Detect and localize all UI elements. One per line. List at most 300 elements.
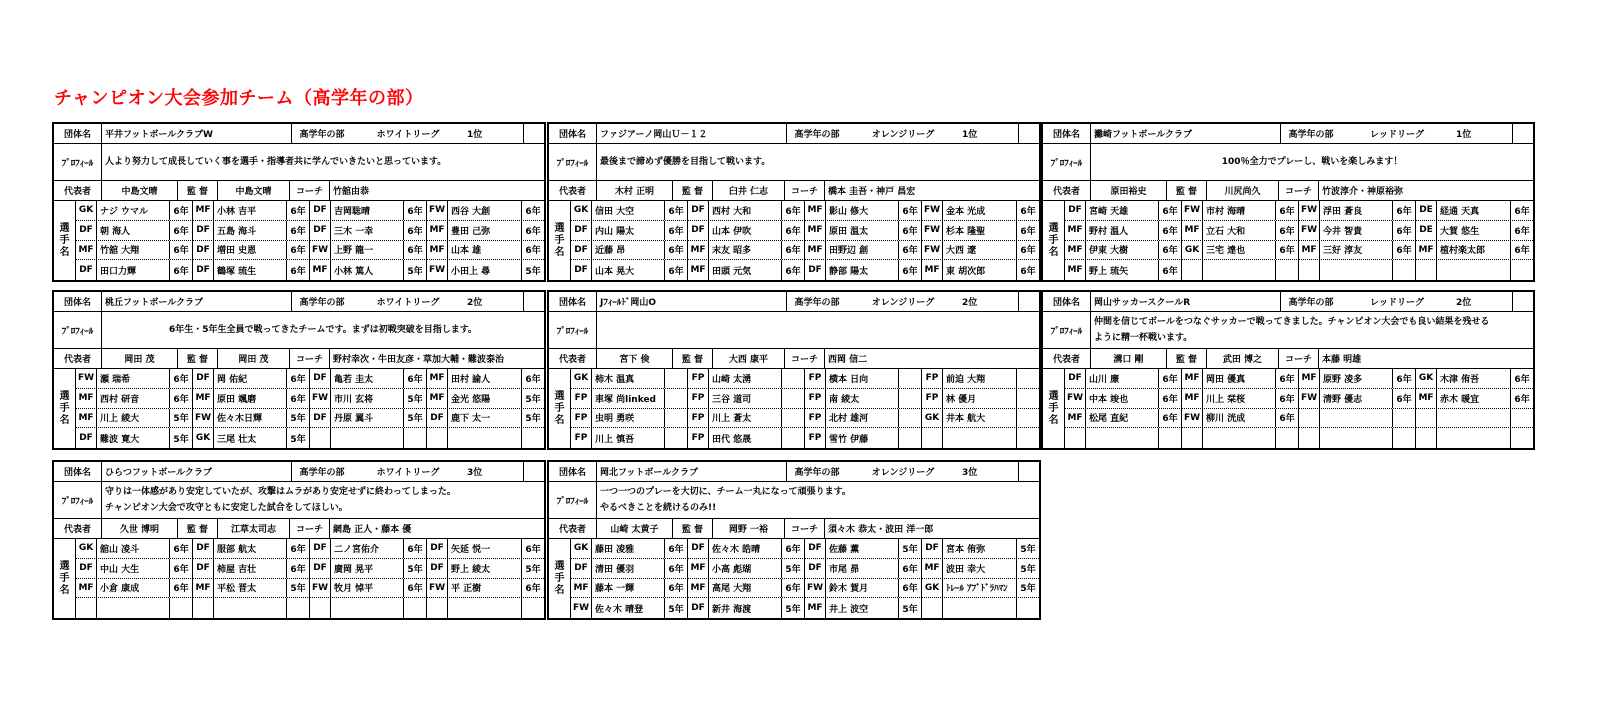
players-side-char: 手 [59,402,70,414]
player-grade: 6年 [1510,389,1533,408]
profile-line: 100％全力でプレーし、戦いを楽しみます！ [1221,157,1403,167]
player-name: 豊田 己弥 [451,226,491,237]
player-grade: 6年 [286,389,309,408]
player-name: 三木 一幸 [334,226,374,237]
manager-label: 監 督 [673,181,713,200]
player-name: 原田 温太 [829,226,869,237]
profile-label: ﾌﾟﾛﾌｨｰﾙ [549,312,597,348]
player-name: 林 優月 [946,394,977,405]
staff-row [54,349,544,369]
player-cell [571,559,688,579]
player-grade: 6年 [286,241,309,260]
player-grade: 6年 [1275,241,1298,260]
player-position: MF [1065,409,1086,428]
player-grade: 6年 [781,241,804,260]
player-cell [1182,260,1299,280]
player-position: DF [310,559,331,578]
player-cell [571,579,688,599]
player-cell [1416,409,1533,429]
players-side-char: 手 [59,572,70,584]
player-grade [1510,409,1533,428]
player-cell [922,241,1039,261]
player-name: 小倉 康成 [100,584,140,595]
player-grade: 6年 [1392,389,1415,408]
header-filler [1513,124,1533,143]
player-grade: 6年 [1275,369,1298,388]
player-grade [286,598,309,618]
player-name: 市尾 昴 [829,564,860,575]
player-cell [1065,409,1182,429]
player-name [1437,428,1510,448]
player-position: FW [1065,389,1086,408]
player-cell [571,428,688,448]
player-grade: 6年 [1158,241,1181,260]
player-name: 井本 航大 [946,414,986,425]
player-grade: 6年 [1016,260,1039,280]
player-grade [664,389,687,408]
player-position: MF [688,579,709,598]
player-grade [898,369,921,388]
player-grade [664,369,687,388]
team-label: 団体名 [549,124,597,143]
player-position: DF [427,539,448,558]
player-cell [1182,428,1299,448]
player-cell [193,598,310,618]
player-cell [571,241,688,261]
rank: 3位 [464,462,524,481]
rep-label: 代表者 [549,349,597,368]
player-name: 浮田 蒼良 [1323,206,1363,217]
player-position: MF [922,260,943,280]
page-title: チャンピオン大会参加チーム（高学年の部） [54,88,424,109]
rank: 1位 [1453,124,1513,143]
coach-names: 竹舘由恭 [333,187,370,197]
player-position: FW [922,201,943,220]
player-name: 柳川 洸成 [1206,414,1246,425]
player-position: DF [310,409,331,428]
player-name: 三宅 達也 [1206,246,1246,257]
player-name: 小高 彪瑚 [712,564,752,575]
team-name: 平井フットボールクラブW [102,124,292,143]
profile-label: ﾌﾟﾛﾌｨｰﾙ [54,144,102,180]
players-grid [76,539,544,618]
player-position: GK [76,201,97,220]
player-position: DE [1416,201,1437,220]
player-name: 三好 淳友 [1323,246,1363,257]
player-name: 山川 廉 [1089,374,1120,385]
player-position: MF [805,241,826,260]
player-name: 佐々木 晴登 [595,604,644,615]
header-filler [1019,124,1039,143]
player-name: 佐々木日輝 [217,414,263,425]
player-cell [1299,369,1416,389]
player-name: 西村 大和 [712,206,752,217]
player-name: 植村楽太郎 [1440,246,1486,257]
player-cell [1416,369,1533,389]
coach-label: コーチ [785,349,825,368]
team-header-row [1043,292,1533,312]
team-card [1041,290,1535,450]
player-name: 朝 海人 [100,226,131,237]
player-cell [310,598,427,618]
players-side-label [549,201,571,280]
player-grade: 5年 [403,409,426,428]
player-position: FW [427,579,448,598]
player-name [448,428,521,448]
coach-label: コーチ [290,349,330,368]
player-name: 車塚 尚linked [595,394,657,405]
player-name: 岡 佑紀 [217,374,248,385]
team-label: 団体名 [549,292,597,311]
player-name: 今井 智貴 [1323,226,1363,237]
player-position: DF [310,369,331,388]
player-name: 市川 玄将 [334,394,374,405]
representative-name: 中島文晴 [102,181,178,200]
player-name [1203,260,1275,280]
player-position [1299,428,1320,448]
header-filler [524,292,544,311]
rep-label: 代表者 [1043,349,1091,368]
player-cell [805,241,922,261]
player-grade [1392,409,1415,428]
players-side-char: 手 [554,234,565,246]
player-grade: 6年 [403,579,426,598]
players-side-char: 選 [1048,390,1059,402]
player-position [1416,428,1437,448]
team-label: 団体名 [549,462,597,481]
player-grade: 6年 [286,221,309,240]
profile-text [597,312,1039,348]
player-cell [427,598,544,618]
player-cell [427,201,544,221]
rep-label: 代表者 [1043,181,1091,200]
player-name [97,598,169,618]
player-grade: 6年 [1275,221,1298,240]
player-name: 田野辺 創 [829,246,869,257]
player-grade: 5年 [781,598,804,618]
player-cell [688,428,805,448]
profile-row [54,482,544,519]
player-position: DF [805,260,826,280]
division: 高学年の部 [1288,298,1334,308]
team-label: 団体名 [1043,124,1091,143]
player-name: 瀬 瑞希 [100,374,131,385]
player-grade: 6年 [1016,241,1039,260]
manager-label: 監 督 [673,519,713,538]
player-cell [922,598,1039,618]
players-section [1043,201,1533,280]
player-position: FP [688,369,709,388]
player-name: 川上 慎吾 [595,434,635,445]
team-label: 団体名 [54,124,102,143]
player-name: 横本 日向 [829,374,869,385]
player-name: 三尾 壮太 [217,434,257,445]
player-cell [1065,260,1182,280]
player-cell [805,389,922,409]
player-grade: 5年 [286,579,309,598]
player-grade: 5年 [1016,579,1039,598]
player-cell [688,409,805,429]
player-grade: 6年 [169,241,192,260]
player-grade: 5年 [403,389,426,408]
player-cell [688,201,805,221]
players-side-char: 選 [1048,222,1059,234]
header-filler [524,462,544,481]
player-cell [427,260,544,280]
player-position: MF [805,221,826,240]
player-position: MF [805,598,826,618]
player-position: GK [1182,241,1203,260]
representative-name: 溝口 剛 [1091,349,1167,368]
player-position [310,598,331,618]
player-grade: 6年 [1158,201,1181,220]
manager-name: 中島文晴 [218,181,290,200]
player-cell [427,241,544,261]
profile-line: 最後まで諦めず優勝を目指して戦います。 [600,157,771,167]
division: 高学年の部 [794,130,840,140]
player-grade: 6年 [1158,409,1181,428]
player-name: ナジ ウマル [100,206,148,217]
player-grade: 6年 [664,559,687,578]
players-section [1043,369,1533,448]
player-position [193,598,214,618]
player-cell [1416,428,1533,448]
player-grade: 5年 [1016,559,1039,578]
player-cell [571,389,688,409]
manager-label: 監 督 [178,349,218,368]
player-grade: 6年 [286,369,309,388]
player-grade [1510,260,1533,280]
player-position: MF [427,221,448,240]
player-grade: 6年 [781,579,804,598]
coach-label: コーチ [785,181,825,200]
player-cell [310,579,427,599]
player-position: MF [76,389,97,408]
rep-label: 代表者 [549,181,597,200]
players-side-label [549,539,571,618]
player-position: MF [805,201,826,220]
player-cell [76,221,193,241]
player-cell [1416,260,1533,280]
player-grade [1016,409,1039,428]
player-position: MF [193,389,214,408]
player-name: 柿屋 吉壮 [217,564,257,575]
player-position: MF [1065,260,1086,280]
player-grade: 6年 [664,579,687,598]
players-section [549,369,1039,448]
players-side-char: 名 [554,246,565,258]
player-cell [427,409,544,429]
profile-line: 人より努力して成長していく事を選手・指導者共に学んでいきたいと思っています。 [105,157,447,167]
team-card [547,290,1041,450]
coach-label: コーチ [1279,181,1319,200]
player-name: 川上 蒼太 [712,414,752,425]
player-name: 井上 波空 [829,604,869,615]
players-grid [76,201,544,280]
player-cell [571,369,688,389]
player-name: 三谷 道司 [712,394,752,405]
profile-line: 守りは一体感があり安定していたが、攻撃はムラがあり安定せずに終わってしまった。 [105,487,456,497]
league: ホワイトリーグ [376,468,440,478]
player-name: 静部 陽太 [829,266,869,277]
player-name [1320,409,1392,428]
league: オレンジリーグ [871,298,935,308]
player-grade: 6年 [1158,389,1181,408]
league: ホワイトリーグ [376,130,440,140]
player-cell [922,201,1039,221]
team-name: 桃丘フットボールクラブ [102,292,292,311]
player-cell [310,201,427,221]
player-cell [688,559,805,579]
player-name: 佐々木 皓晴 [712,544,761,555]
profile-label: ﾌﾟﾛﾌｨｰﾙ [549,144,597,180]
player-cell [922,389,1039,409]
player-cell [922,559,1039,579]
player-position: MF [1182,369,1203,388]
team-header-row [549,124,1039,144]
player-position [427,598,448,618]
player-grade: 6年 [521,579,544,598]
player-position: DF [571,241,592,260]
manager-label: 監 督 [1167,181,1207,200]
player-name: 平松 晋太 [217,584,257,595]
player-position: FW [1182,409,1203,428]
player-position: GK [571,369,592,388]
profile-row [1043,312,1533,349]
player-name: 新井 海渡 [712,604,752,615]
player-position: GK [193,428,214,448]
player-grade: 6年 [286,260,309,280]
player-grade: 5年 [169,409,192,428]
player-name [943,428,1016,448]
player-position: FW [1182,201,1203,220]
player-grade [1392,428,1415,448]
player-position: MF [1065,221,1086,240]
player-grade: 5年 [286,409,309,428]
staff-row [54,181,544,201]
player-grade: 6年 [521,241,544,260]
player-position: MF [427,369,448,388]
player-name: 牧月 悼平 [334,584,374,595]
player-position: DF [688,221,709,240]
manager-name: 川尻尚久 [1207,181,1279,200]
player-grade: 6年 [403,221,426,240]
player-name: 内山 陽太 [595,226,635,237]
player-name: 田村 諭人 [451,374,491,385]
players-side-label [54,539,76,618]
player-name: 廣岡 晃平 [334,564,374,575]
profile-row [54,312,544,349]
player-name: 原野 凌多 [1323,374,1363,385]
player-grade: 6年 [1275,201,1298,220]
players-side-char: 名 [554,584,565,596]
team-name: ファジアーノ岡山Ｕ－１２ [597,124,787,143]
player-grade [781,428,804,448]
player-position: FP [571,389,592,408]
player-grade: 6年 [1510,241,1533,260]
player-grade: 6年 [169,221,192,240]
profile-text [102,144,544,180]
player-grade: 6年 [403,201,426,220]
players-side-char: 手 [554,572,565,584]
player-cell [922,409,1039,429]
manager-name: 大西 康平 [713,349,785,368]
player-name: 鈴木 賀月 [829,584,869,595]
coach-label: コーチ [1279,349,1319,368]
player-cell [310,241,427,261]
player-position: FW [193,409,214,428]
player-name: 田口力輝 [100,266,137,277]
player-cell [193,241,310,261]
player-cell [1299,241,1416,261]
profile-label: ﾌﾟﾛﾌｨｰﾙ [54,482,102,518]
player-cell [1182,221,1299,241]
player-position: MF [1182,221,1203,240]
player-cell [688,241,805,261]
player-name [1086,428,1158,448]
player-grade [1392,260,1415,280]
players-side-label [1043,369,1065,448]
staff-row [1043,181,1533,201]
player-name: 近藤 昂 [595,246,626,257]
player-grade: 5年 [1016,539,1039,558]
player-position: DF [688,201,709,220]
staff-row [1043,349,1533,369]
representative-name: 岡田 茂 [102,349,178,368]
player-name: 岡田 優真 [1206,374,1246,385]
players-side-char: 選 [59,390,70,402]
players-side-char: 選 [59,560,70,572]
manager-label: 監 督 [1167,349,1207,368]
player-cell [805,559,922,579]
player-grade: 6年 [1392,201,1415,220]
player-cell [1182,369,1299,389]
player-name: 上野 龍一 [334,246,374,257]
player-position: GK [571,539,592,558]
player-grade: 6年 [169,559,192,578]
player-cell [805,221,922,241]
player-name: 清野 優志 [1323,394,1363,405]
player-grade: 6年 [664,241,687,260]
player-name: 田代 悠晟 [712,434,752,445]
player-name: 金光 悠陽 [451,394,491,405]
player-position [1065,428,1086,448]
player-position: FW [922,221,943,240]
player-name: 信田 大空 [595,206,635,217]
player-grade [1158,428,1181,448]
player-name: 佐藤 薫 [829,544,860,555]
player-grade: 6年 [169,389,192,408]
player-position [427,428,448,448]
player-position: FW [922,241,943,260]
players-section [54,201,544,280]
player-name: 山本 晃大 [595,266,635,277]
team-header-row [549,292,1039,312]
player-name: 宮本 侑弥 [946,544,986,555]
team-header-row [54,292,544,312]
player-grade: 6年 [403,369,426,388]
player-cell [1065,241,1182,261]
coach-names: 須々木 恭太・波田 洋一郎 [828,525,934,535]
player-name: 清田 優羽 [595,564,635,575]
player-position: GK [76,539,97,558]
player-grade: 5年 [403,559,426,578]
team-name: 岡北フットボールクラブ [597,462,787,481]
player-grade: 6年 [1016,221,1039,240]
player-position [1416,409,1437,428]
player-cell [427,559,544,579]
player-cell [76,579,193,599]
